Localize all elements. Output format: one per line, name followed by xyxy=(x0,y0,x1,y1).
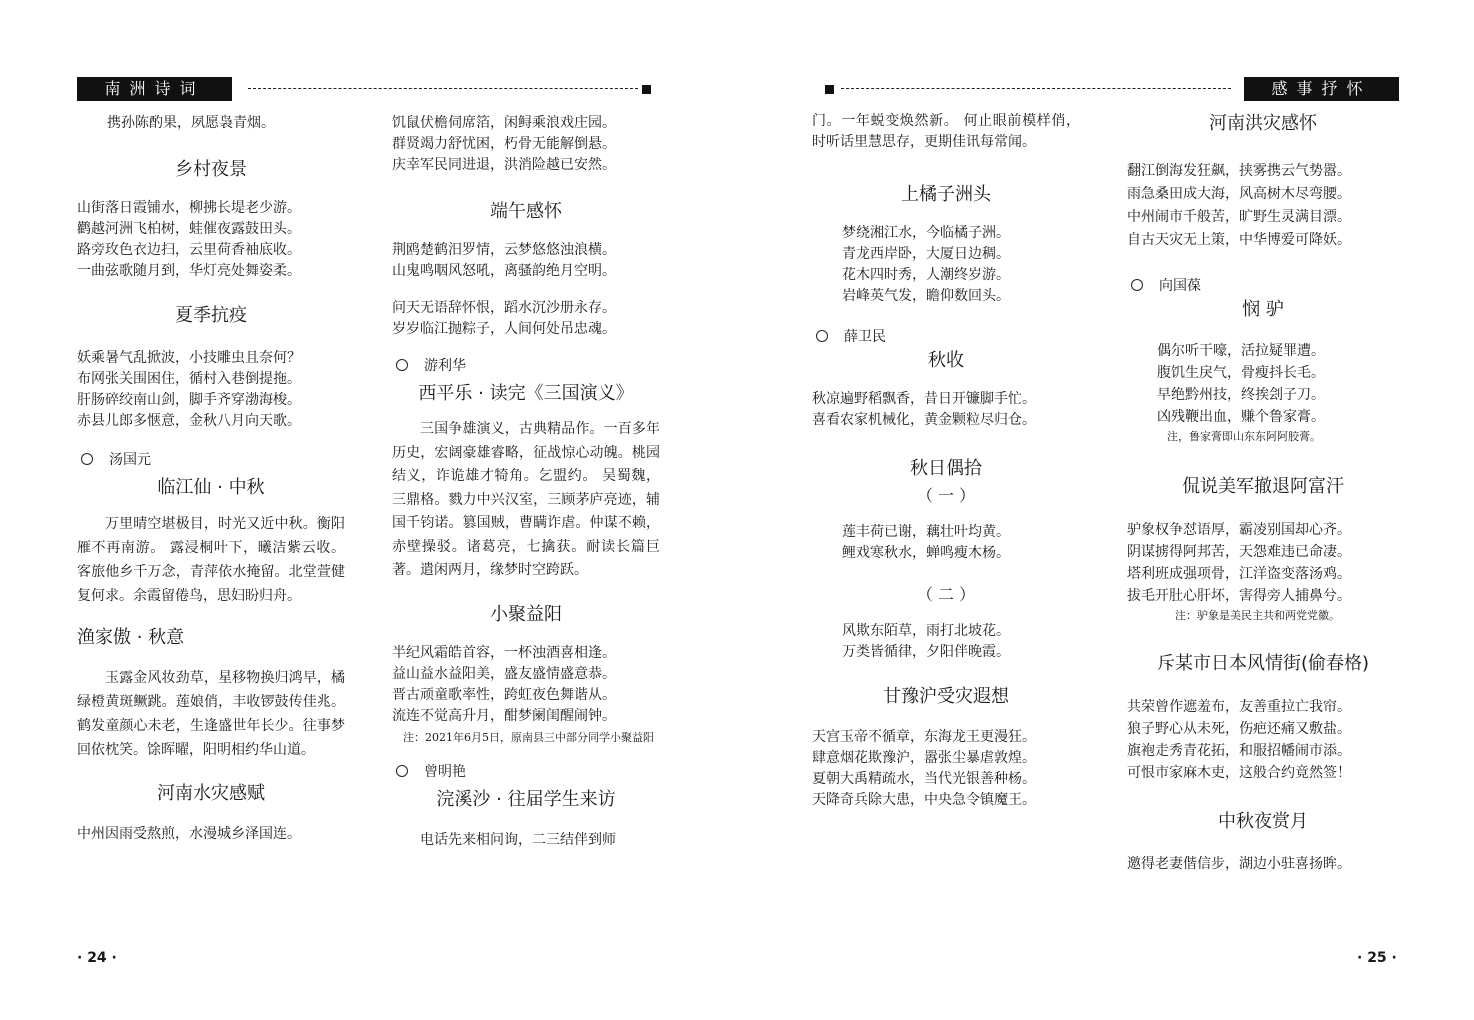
poem-line: 鹳越河洲飞柏树，蛙催夜露鼓田头。 xyxy=(77,221,301,237)
page-number: · 24 · xyxy=(77,950,117,966)
poem-title: 斥某市日本风情街(偷春格) xyxy=(1156,653,1370,674)
header-rule xyxy=(248,88,638,89)
poem-line: 喜看农家机械化，黄金颗粒尽归仓。 xyxy=(812,412,1036,428)
poem-title: 上橘子洲头 xyxy=(901,184,991,205)
poem-line: 共荣曾作遮羞布，友善重拉亡我帘。 xyxy=(1127,699,1351,715)
poem-line: 路旁玫色衣边扫，云里荷香袖底收。 xyxy=(77,242,301,258)
column xyxy=(1127,110,1399,875)
poem-line: 肆意烟花欺豫沪，嚣张尘暴虐敦煌。 xyxy=(812,750,1036,766)
poem-line: 一曲弦歌随月到，华灯亮处舞姿柔。 xyxy=(77,263,301,279)
poem-line: 布网张关围困住，循村入巷倒提拖。 xyxy=(77,371,301,387)
poem-line: 庆幸军民同进退，洪消险越已安然。 xyxy=(392,157,616,173)
poem-line: 中州因雨受熬煎，水漫城乡泽国连。 xyxy=(77,826,301,842)
poem-body xyxy=(812,727,1080,811)
column xyxy=(812,110,1080,811)
column xyxy=(392,110,660,851)
author-line xyxy=(812,327,1080,347)
author-line xyxy=(392,762,660,782)
poem-title: 甘豫沪受灾遐想 xyxy=(883,686,1009,707)
poem-text: 三国争雄演义，古典精品作。一百多年历史，宏阔豪雄睿略，征战惊心动魄。桃园结义，诈诡雄才犄角。乞盟约。 吴蜀魏，三鼎格。戮力中兴汉室，三顾茅庐亮迹，辅国千钧诺。篡国贼，曹瞒诈虐。仲谋不赖，赤壁操驳。诸葛亮，七擒获。耐读长篇巨著。遣闲两月，缘梦时空跨跃。 xyxy=(392,421,660,578)
poem-line: 早绝黔州技，终挨刽子刀。 xyxy=(1157,387,1325,403)
footnote: 注：2021年6月5日，原南县三中部分同学小聚益阳 xyxy=(403,730,654,744)
poem-title: 河南水灾感赋 xyxy=(157,783,265,804)
poem-line: 饥鼠伏檐伺席箔，闲鲟乘浪戏庄园。 xyxy=(392,115,616,131)
poem-line: 驴象权争怼语厚，霸凌别国却心齐。 xyxy=(1127,522,1351,538)
poem-line: 岩峰英气发，瞻仰数回头。 xyxy=(842,288,1010,304)
poem-title: 秋日偶拾 xyxy=(910,458,982,479)
header-rule xyxy=(841,88,1231,89)
poem-title: 侃说美军撤退阿富汗 xyxy=(1182,476,1344,497)
poem-title: 西平乐 · 读完《三国演义》 xyxy=(418,383,634,404)
poem-title: 河南洪灾感怀 xyxy=(1209,113,1317,134)
poem-line: 岁岁临江抛粽子，人间何处吊忠魂。 xyxy=(392,321,616,337)
poem-body xyxy=(1127,340,1399,428)
author-line xyxy=(392,356,660,376)
poem-line: 流连不觉高升月，酣梦阑闺醒闹钟。 xyxy=(392,707,616,724)
poem-line: 阴谋掳得阿邦苦，天怨难违已命凄。 xyxy=(1127,544,1351,560)
author-name: 向国葆 xyxy=(1159,278,1201,294)
poem-title: 浣溪沙 · 往届学生来访 xyxy=(436,788,616,810)
section-header: 感事抒怀 xyxy=(1244,77,1399,101)
poem-line: 花木四时秀，人潮终岁游。 xyxy=(842,267,1010,283)
poem-body xyxy=(812,389,1080,431)
poem-line: 可恨市家麻木吏，这般合约竟然签！ xyxy=(1127,765,1351,781)
poem-title: 乡村夜景 xyxy=(175,159,247,180)
circle-bullet-icon xyxy=(81,453,93,465)
poem-text: 玉露金风妆劲草，星移物换归鸿早，橘绿橙黄斑鳜跳。莲娘俏，丰收锣鼓传佳兆。 鹤发童颜心未老，生逢盛世年长少。往事梦回依枕笑。馀晖曜，阳明相约华山道。 xyxy=(77,670,345,758)
poem-line: 荆鸥楚鹤汨罗情，云梦悠悠浊浪横。 xyxy=(392,242,616,258)
poem-body xyxy=(77,198,345,282)
poem-line: 山鬼鸣咽风怒吼，离骚韵绝月空明。 xyxy=(392,263,616,279)
author-name: 汤国元 xyxy=(109,452,151,468)
header-square-icon xyxy=(825,85,834,94)
poem-line: 天宫玉帝不循章，东海龙王更漫狂。 xyxy=(812,729,1036,745)
poem-line: 益山益水益阳美，盛友盛情盛意恭。 xyxy=(392,665,616,682)
poem-line: 中州闹市千般苦，旷野生灵满目漂。 xyxy=(1127,209,1351,225)
poem-line: 邀得老妻偕信步，湖边小驻喜扬眸。 xyxy=(1127,856,1351,872)
poem-body xyxy=(392,643,660,727)
poem-line: 青龙西岸卧，大厦日边稠。 xyxy=(842,246,1010,262)
poem-line: 腹饥生戾气，骨瘦抖长毛。 xyxy=(1157,365,1325,381)
poem-body xyxy=(812,111,1080,153)
author-name: 薛卫民 xyxy=(844,329,886,345)
right-page xyxy=(737,0,1474,1020)
poem-line: 翻江倒海发狂飙，挟雾携云气势嚣。 xyxy=(1127,163,1351,179)
poem-title: 端午感怀 xyxy=(490,201,562,222)
poem-body xyxy=(1127,519,1399,607)
author-name: 游利华 xyxy=(424,358,466,374)
poem-body xyxy=(392,113,660,176)
poem-line: 半纪风霜皓首容，一杯浊酒喜相逢。 xyxy=(392,644,616,661)
poem-body xyxy=(812,223,1080,307)
poem-subtitle: （ 一 ） xyxy=(916,486,976,505)
poem-body xyxy=(812,621,1080,663)
poem-text: 万里晴空堪极目，时光又近中秋。衡阳雁不再南游。 露浸桐叶下，曦洁紫云收。 客旅他乡千万念，青萍依水掩留。北堂萱健复何求。余霞留倦鸟，思妇盼归舟。 xyxy=(77,516,345,604)
poem-line: 狼子野心从未死，伤疤还痛又敷盐。 xyxy=(1127,721,1351,737)
poem-line: 万类皆循律，夕阳伴晚霞。 xyxy=(842,644,1010,660)
poem-line: 夏朝大禹精疏水，当代光银善种杨。 xyxy=(812,771,1036,787)
poem-line: 问天无语辞怀恨，蹈水沉沙册永存。 xyxy=(392,300,616,316)
poem-line: 晋古顽童歌率性，跨虹夜色舞谐从。 xyxy=(392,686,616,703)
poem-title: 小聚益阳 xyxy=(490,603,562,625)
author-line xyxy=(1127,276,1399,296)
poem-body xyxy=(392,418,660,583)
poem-line: 塔利班成强项骨，江洋盗变落汤鸡。 xyxy=(1127,566,1351,582)
author-line xyxy=(77,450,345,470)
footnote: 注：驴象是美民主共和两党党徽。 xyxy=(1175,609,1340,622)
poem-line: 风欺东陌草，雨打北坡花。 xyxy=(842,623,1010,639)
poem-body xyxy=(77,512,345,608)
author-name: 曾明艳 xyxy=(424,763,466,780)
poem-line: 天降奇兵除大患，中央急令镇魔王。 xyxy=(812,792,1036,808)
poem-line: 群贤竭力舒忧困，朽骨无能解倒悬。 xyxy=(392,136,616,152)
poem-body xyxy=(392,240,660,282)
poem-subtitle: （ 二 ） xyxy=(916,585,976,604)
page-number: · 25 · xyxy=(1357,950,1397,966)
poem-body xyxy=(1127,160,1399,252)
poem-body xyxy=(1127,696,1399,784)
poem-line: 山街落日霞铺水，柳拂长堤老少游。 xyxy=(77,200,301,216)
poem-title: 夏季抗疫 xyxy=(175,305,247,326)
poem-line: 携孙陈酌果，夙愿袅青烟。 xyxy=(107,115,275,131)
poem-line: 赤县儿郎多惬意，金秋八月向天歌。 xyxy=(77,413,301,429)
poem-line: 自古天灾无上策，中华博爱可降妖。 xyxy=(1127,232,1351,248)
circle-bullet-icon xyxy=(396,765,408,777)
section-header: 南洲诗词 xyxy=(77,77,232,101)
poem-title: 临江仙 · 中秋 xyxy=(157,477,265,498)
circle-bullet-icon xyxy=(816,330,828,342)
poem-title: 中秋夜赏月 xyxy=(1218,811,1308,832)
poem-line: 旗袍走秀青花拓，和服招幡闹市添。 xyxy=(1127,743,1351,759)
poem-line: 拔毛开肚心肝坏，害得旁人捕鼻兮。 xyxy=(1127,588,1351,604)
poem-line: 偶尔听干嚎，活拉疑罪遭。 xyxy=(1157,343,1325,359)
circle-bullet-icon xyxy=(396,359,408,371)
poem-line: 莲丰荷已谢，藕壮叶均黄。 xyxy=(842,524,1010,540)
poem-line: 秋凉遍野稻飘香，昔日开镰脚手忙。 xyxy=(812,391,1036,407)
circle-bullet-icon xyxy=(1131,279,1143,291)
poem-body xyxy=(812,522,1080,564)
poem-line: 凶残鞭出血，赚个鲁家膏。 xyxy=(1157,409,1325,425)
poem-title: 悯 驴 xyxy=(1242,299,1284,320)
poem-line: 电话先来相问询，二三结伴到师 xyxy=(420,831,616,848)
poem-line: 肝肠碎绞南山剑，脚手齐穿渤海梭。 xyxy=(77,392,301,408)
header-square-icon xyxy=(642,85,651,94)
poem-line: 妖乘暑气乱掀波，小技雕虫且奈何？ xyxy=(77,350,301,366)
poem-body xyxy=(77,348,345,432)
poem-title: 渔家傲 · 秋意 xyxy=(77,627,185,648)
poem-line: 雨急桑田成大海，风高树木尽弯腰。 xyxy=(1127,186,1351,202)
poem-line: 鲤戏寒秋水，蝉鸣瘦木杨。 xyxy=(842,545,1010,561)
poem-line: 梦绕湘江水，今临橘子洲。 xyxy=(842,225,1010,241)
poem-text: 门。一年蜕变焕然新。 何止眼前模样俏，时听话里慧思存，更期佳讯每常闻。 xyxy=(812,113,1080,150)
column xyxy=(77,110,345,845)
poem-title: 秋收 xyxy=(928,350,964,371)
poem-body xyxy=(392,298,660,340)
footnote: 注，鲁家膏即山东东阿阿胶膏。 xyxy=(1167,430,1321,443)
poem-body xyxy=(77,666,345,762)
